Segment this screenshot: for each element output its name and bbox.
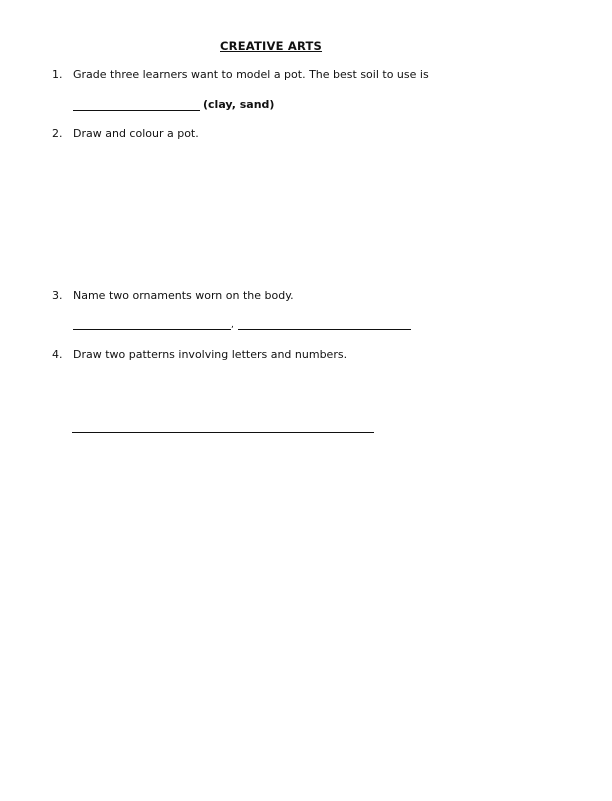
question-1-number: 1. <box>52 68 63 81</box>
question-1-text: Grade three learners want to model a pot. The best soil to use is <box>73 68 429 81</box>
question-3-answer-line-2[interactable] <box>238 329 411 330</box>
page-title: CREATIVE ARTS <box>220 39 323 53</box>
question-4-text: Draw two patterns involving letters and numbers. <box>73 348 348 361</box>
question-3-text: Name two ornaments worn on the body. <box>73 289 294 302</box>
question-2-text: Draw and colour a pot. <box>73 127 199 140</box>
question-3-answer-line-1[interactable] <box>73 329 231 330</box>
question-3-separator: , <box>231 320 234 330</box>
question-4-number: 4. <box>52 348 63 361</box>
question-1-answer-line[interactable] <box>73 110 200 111</box>
question-2-number: 2. <box>52 127 63 140</box>
question-2-drawing-area[interactable] <box>73 148 533 278</box>
question-1-options: (clay, sand) <box>203 98 275 111</box>
question-4-answer-line[interactable] <box>72 432 374 433</box>
question-3-number: 3. <box>52 289 63 302</box>
